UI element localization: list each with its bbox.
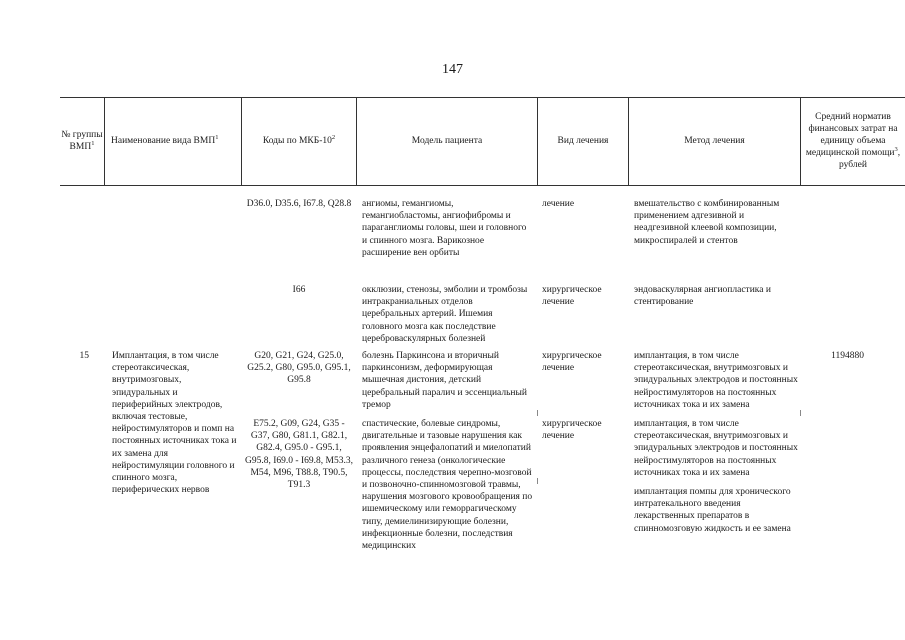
table-cell-treatment: хирургическое лечение xyxy=(542,351,602,374)
table-cell-treatment: хирургическое лечение xyxy=(542,285,602,308)
table-cell-group-number: 15 xyxy=(79,351,89,361)
column-guide-mark xyxy=(537,478,538,484)
header-name-text: Наименование вида ВМП xyxy=(111,136,216,146)
header-vmp-name xyxy=(105,98,241,184)
table-cell-cost: 1194880 xyxy=(831,351,864,361)
header-treatment-method: Метод лечения xyxy=(684,136,745,146)
table-cell-model: болезнь Паркинсона и вторичный паркинсонизм, деформирующая мышечная дистония, детский церебральный паралич и эссенциальный тремор xyxy=(362,351,527,410)
table-cell-codes: I66 xyxy=(292,285,306,295)
table-cell-codes: E75.2, G09, G24, G35 - G37, G80, G81.1, G82.1, G82.4, G95.0 - G95.1, G95.8, I69.0 - I69.8, M53.3, M54, M96, T88.8, T90.5, T91.3 xyxy=(245,419,353,491)
table-cell-treatment: хирургическое лечение xyxy=(542,419,602,442)
footnote-ref: 1 xyxy=(215,134,219,141)
footnote-ref: 1 xyxy=(91,140,95,147)
table-cell-model: ангиомы, гемангиомы, гемангиобластомы, ангиофибромы и параганглиомы головы, шеи и головного и спинного мозга. Варикозное расширение вен орбиты xyxy=(362,199,527,258)
table-cell-vmp-name: Имплантация, в том числе стереотаксическая, внутримозговых, эпидуральных и периферийных электродов, включая тестовые, нейростимуляторов и помп на постоянных источниках тока и их замена для нейростимуляции головного и спинного мозга, периферических нервов xyxy=(112,351,237,496)
table-cell-codes: G20, G21, G24, G25.0, G25.2, G80, G95.0, G95.1, G95.8 xyxy=(247,351,351,386)
table-header-bottom-border xyxy=(60,185,905,186)
header-codes-text: Коды по МКБ-10 xyxy=(262,136,332,146)
header-group-text: № группы ВМП xyxy=(61,130,103,152)
header-group-number xyxy=(61,98,103,184)
table-cell-method: вмешательство с комбинированным применением адгезивной и неадгезивной клеевой композиции, микроспиралей и стентов xyxy=(634,199,780,246)
footnote-ref: 2 xyxy=(331,134,336,141)
table-cell-method: имплантация, в том числе стереотаксическая, внутримозговых и эпидуральных электродов и постоянных нейростимуляторов на постоянных источниках тока и их замена xyxy=(634,351,798,410)
column-guide-mark xyxy=(537,410,538,416)
header-treatment-type: Вид лечения xyxy=(557,136,609,146)
header-average-cost xyxy=(801,98,905,184)
header-icd-codes xyxy=(242,98,356,184)
table-cell-model: спастические, болевые синдромы, двигательные и тазовые нарушения как проявления энцефалопатий и миелопатий различного генеза (онкологические процессы, последствия черепно-мозговой и позвоночно-спинномозговой травмы, нарушения мозгового кровообращения по ишемическому или геморрагическому типу, демиелинизирующие болезни, инфекционные болезни, последствия медицинских xyxy=(362,419,533,552)
table-cell-method: имплантация, в том числе стереотаксическая, внутримозговых и эпидуральных электродов и постоянных нейростимуляторов на постоянных источниках тока и их замена xyxy=(634,419,798,478)
table-cell-model: окклюзии, стенозы, эмболии и тромбозы интракраниальных отделов церебральных артерий. Ишемия головного мозга как последствие цереброваскулярных болезней xyxy=(362,285,528,344)
table-cell-method-secondary: имплантация помпы для хронического интратекального введения лекарственных препаратов в спинномозговую жидкость и ее замена xyxy=(634,487,791,534)
header-cost-tail: , рублей xyxy=(839,148,901,170)
footnote-ref: 3 xyxy=(894,146,898,153)
header-patient-model: Модель пациента xyxy=(411,136,483,146)
column-guide-mark xyxy=(800,410,801,416)
table-cell-treatment: лечение xyxy=(542,199,575,209)
table-cell-codes: D36.0, D35.6, I67.8, Q28.8 xyxy=(246,199,352,209)
header-cost-text: Средний норматив финансовых затрат на единицу объема медицинской помощи xyxy=(805,112,898,158)
table-cell-method: эндоваскулярная ангиопластика и стентирование xyxy=(634,285,771,308)
page-number: 147 xyxy=(442,62,463,77)
